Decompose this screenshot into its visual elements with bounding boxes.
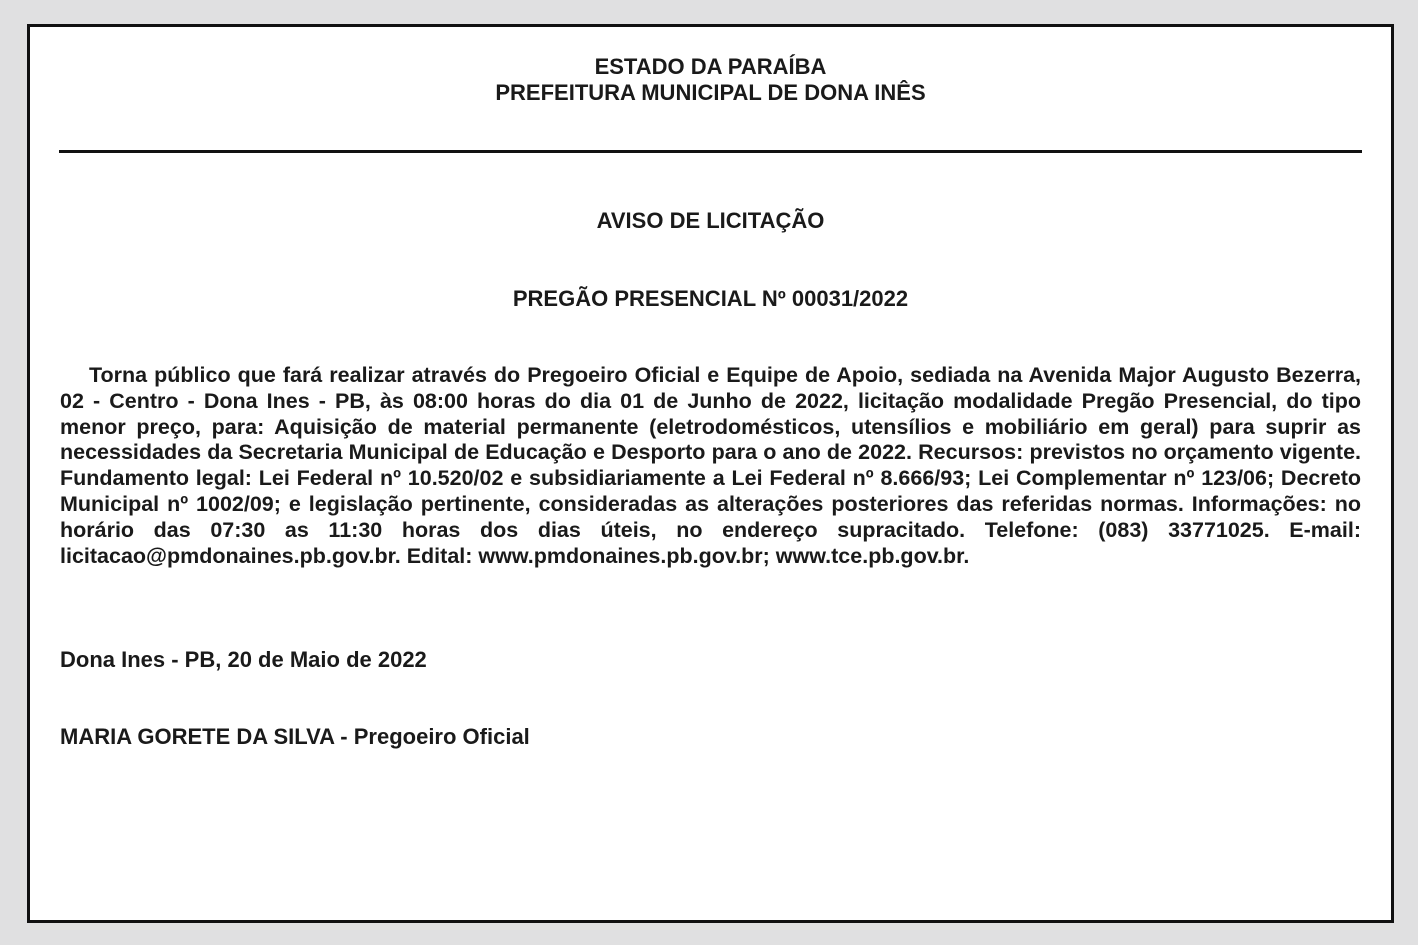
notice-page bbox=[27, 24, 1394, 923]
header-divider bbox=[59, 150, 1362, 153]
state-name: ESTADO DA PARAÍBA bbox=[594, 54, 827, 79]
process-number: PREGÃO PRESENCIAL Nº 00031/2022 bbox=[512, 286, 909, 311]
notice-body: Torna público que fará realizar através do Pregoeiro Oficial e Equipe de Apoio, sediada na Avenida Major Augusto Bezerra, 02 - Centro - Dona Ines - PB, às 08:00 horas do dia 01 de Junho de 2022, licitação modalidade Pregão Presencial, do tipo menor preço, para: Aquisição de material permanente (eletrodomésticos, utensílios e mobiliário em geral) para suprir as necessidades da Secretaria Municipal de Educação e Desporto para o ano de 2022. Recursos: previstos no orçamento vigente. Fundamento legal: Lei Federal nº 10.520/02 e subsidiariamente a Lei Federal nº 8.666/93; Lei Complementar nº 123/06; Decreto Municipal nº 1002/09; e legislação pertinente, consideradas as alterações posteriores das referidas normas. Informações: no horário das 07:30 as 11:30 horas dos dias úteis, no endereço supracitado. Telefone: (083) 33771025. E-mail: licitacao@pmdonaines.pb.gov.br. Edital: www.pmdonaines.pb.gov.br; www.tce.pb.gov.br. bbox=[60, 363, 1361, 568]
signatory: MARIA GORETE DA SILVA - Pregoeiro Oficial bbox=[60, 724, 530, 749]
document-header bbox=[30, 54, 1391, 106]
notice-title: AVISO DE LICITAÇÃO bbox=[596, 208, 825, 233]
municipality-name: PREFEITURA MUNICIPAL DE DONA INÊS bbox=[495, 80, 926, 105]
place-date: Dona Ines - PB, 20 de Maio de 2022 bbox=[60, 647, 427, 672]
